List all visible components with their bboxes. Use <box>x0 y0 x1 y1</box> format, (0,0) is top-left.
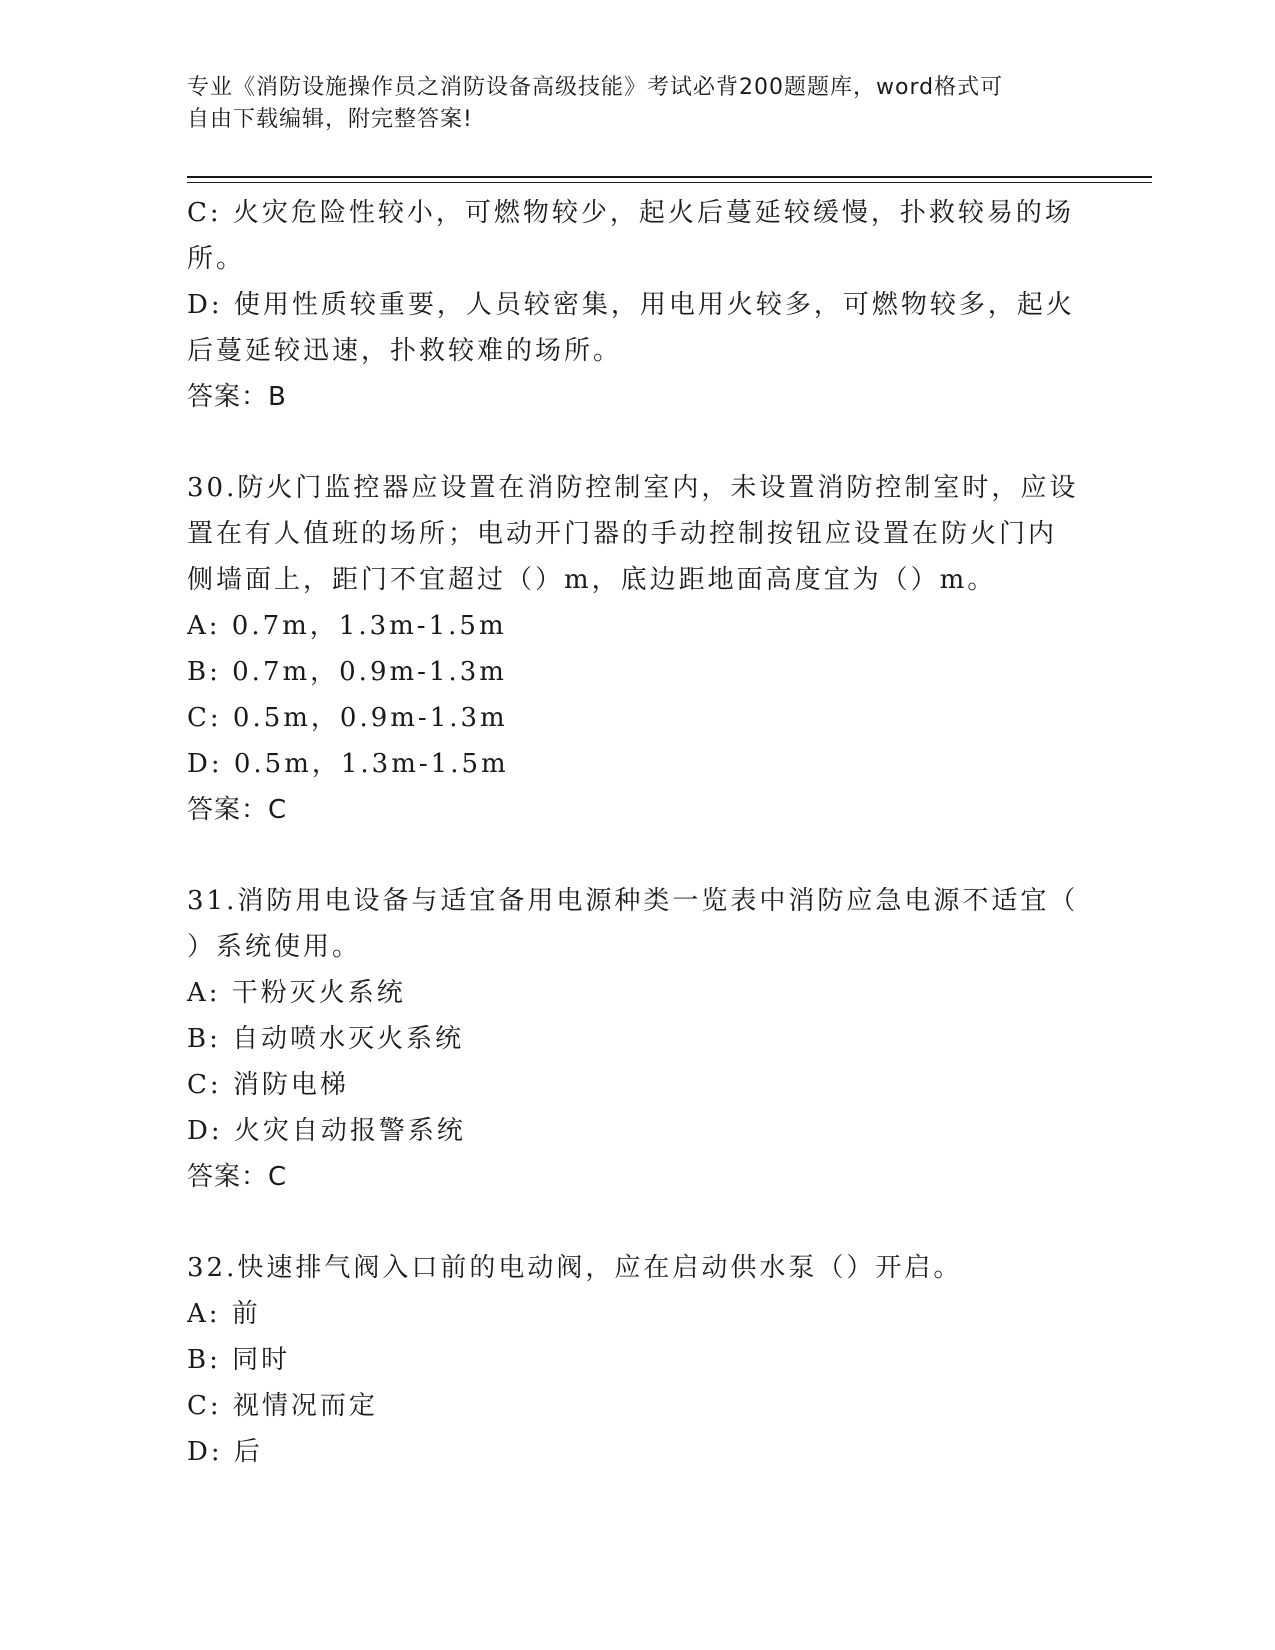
question-31-stem-line-2: ）系统使用。 <box>187 932 362 962</box>
question-30-stem-line-3: 侧墙面上，距门不宜超过（）m，底边距地面高度宜为（）m。 <box>187 565 997 595</box>
option-d-line-2: 后蔓延较迅速，扑救较难的场所。 <box>187 336 623 366</box>
question-30-stem-line-2: 置在有人值班的场所；电动开门器的手动控制按钮应设置在防火门内 <box>187 519 1058 549</box>
document-header <box>187 72 1077 136</box>
question-31-option-c: C: 消防电梯 <box>187 1070 349 1100</box>
spacer <box>187 833 1092 878</box>
header-line-1: 专业《消防设施操作员之消防设备高级技能》考试必背200题题库，word格式可 <box>187 75 1004 100</box>
document-body <box>187 190 1092 1475</box>
question-31 <box>187 878 1092 1200</box>
question-32 <box>187 1245 1092 1475</box>
question-31-stem-line-1: 31.消防用电设备与适宜备用电源种类一览表中消防应急电源不适宜（ <box>187 886 1079 916</box>
question-31-option-a: A: 干粉灭火系统 <box>187 978 406 1008</box>
spacer <box>187 420 1092 465</box>
header-rule-thick <box>187 176 1152 178</box>
option-c-line-1: C: 火灾危险性较小，可燃物较少，起火后蔓延较缓慢，扑救较易的场 <box>187 198 1074 228</box>
question-30-option-a: A: 0.7m，1.3m-1.5m <box>187 611 507 641</box>
option-d-line-1: D: 使用性质较重要，人员较密集，用电用火较多，可燃物较多，起火 <box>187 290 1075 320</box>
question-31-option-b: B: 自动喷水灭火系统 <box>187 1024 465 1054</box>
answer-29: 答案：B <box>187 382 287 412</box>
question-32-option-b: B: 同时 <box>187 1345 291 1375</box>
header-line-2: 自由下载编辑，附完整答案! <box>187 107 473 132</box>
question-30 <box>187 465 1092 833</box>
question-30-stem-line-1: 30.防火门监控器应设置在消防控制室内，未设置消防控制室时，应设 <box>187 473 1079 503</box>
answer-31: 答案：C <box>187 1162 288 1192</box>
question-32-option-a: A: 前 <box>187 1299 261 1329</box>
question-32-stem-line-1: 32.快速排气阀入口前的电动阀，应在启动供水泵（）开启。 <box>187 1253 963 1283</box>
answer-30: 答案：C <box>187 795 288 825</box>
header-rule-thin <box>187 182 1152 183</box>
question-30-option-b: B: 0.7m，0.9m-1.3m <box>187 657 507 687</box>
question-30-option-c: C: 0.5m，0.9m-1.3m <box>187 703 508 733</box>
spacer <box>187 1200 1092 1245</box>
question-32-option-d: D: 后 <box>187 1437 263 1467</box>
question-30-option-d: D: 0.5m，1.3m-1.5m <box>187 749 509 779</box>
question-29-fragment <box>187 190 1092 420</box>
option-c-line-2: 所。 <box>187 244 246 274</box>
question-31-option-d: D: 火灾自动报警系统 <box>187 1116 466 1146</box>
question-32-option-c: C: 视情况而定 <box>187 1391 378 1421</box>
